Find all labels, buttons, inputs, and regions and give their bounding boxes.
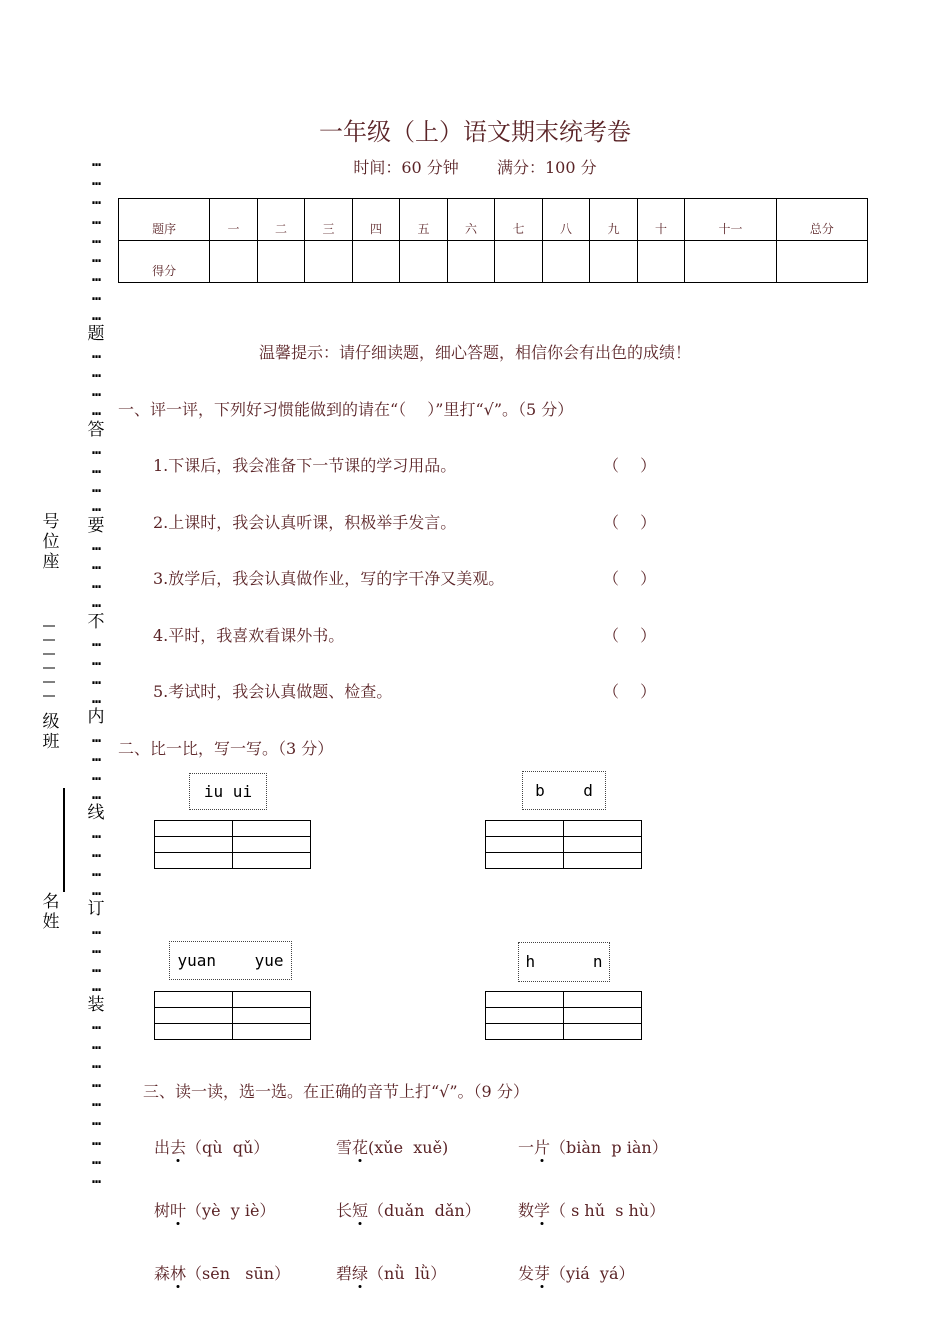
writing-grid[interactable] [485, 991, 642, 1040]
score-header-cell: 十一 [685, 199, 776, 241]
binding-warning-char: 要 [87, 515, 105, 536]
binding-dots: … [91, 727, 101, 746]
score-header-cell: 六 [447, 199, 495, 241]
section1-title: 一、评一评，下列好习惯能做到的请在“（ ）”里打“√”。（5 分） [118, 400, 574, 419]
pinyin-options[interactable]: （ s hǔ s hù） [550, 1201, 666, 1220]
binding-dots: … [91, 1130, 101, 1149]
score-header-cell: 八 [542, 199, 590, 241]
binding-dots: … [91, 1092, 101, 1111]
binding-dots: … [91, 957, 101, 976]
section3-title: 三、读一读，选一选。在正确的音节上打“√”。（9 分） [143, 1082, 529, 1101]
score-input-cell[interactable] [590, 241, 638, 283]
habit-item: 2.上课时，我会认真听课，积极举手发言。 [153, 512, 457, 532]
pinyin-box-iu-ui [189, 773, 267, 810]
score-input-cell[interactable] [305, 241, 353, 283]
score-input-cell[interactable] [447, 241, 495, 283]
binding-dots: … [91, 497, 101, 516]
pinyin-choice[interactable] [336, 1261, 446, 1284]
binding-dots: … [91, 977, 101, 996]
binding-dots: … [91, 842, 101, 861]
pinyin-choice[interactable] [336, 1135, 448, 1158]
score-header-row [119, 199, 868, 241]
writing-grid[interactable] [485, 820, 642, 869]
pinyin-options[interactable]: （duǎn dǎn） [368, 1201, 481, 1220]
binding-dots: … [91, 535, 101, 554]
score-header-cell: 一 [210, 199, 258, 241]
pinyin-options[interactable]: (xǔe xuě) [368, 1138, 449, 1157]
score-header-cell: 二 [257, 199, 305, 241]
binding-dots: … [91, 785, 101, 804]
answer-parentheses[interactable]: （ ） [603, 682, 657, 701]
binding-dots: … [91, 881, 101, 900]
binding-dots: … [91, 766, 101, 784]
score-row-label: 得分 [119, 241, 210, 283]
class-blank [41, 622, 57, 708]
binding-dots: … [91, 228, 101, 247]
binding-dots: … [91, 305, 101, 324]
binding-dots: … [91, 267, 101, 286]
seat-label-text: 号位座 [42, 512, 60, 572]
section2-title: 二、比一比，写一写。（3 分） [118, 739, 334, 758]
name-label [42, 892, 62, 932]
pinyin-choice[interactable] [154, 1198, 275, 1221]
word-char: 碧 [336, 1264, 353, 1283]
writing-grid[interactable] [154, 820, 311, 869]
score-header-cell: 四 [352, 199, 400, 241]
binding-dots: … [91, 670, 101, 689]
binding-dots: … [91, 1015, 101, 1034]
score-input-cell[interactable] [637, 241, 685, 283]
binding-warning-char: 内 [87, 707, 105, 728]
score-header-cell: 七 [495, 199, 543, 241]
pinyin-options[interactable]: （yè y iè） [186, 1201, 276, 1220]
pinyin-box-text: h n [525, 952, 603, 971]
score-input-cell[interactable] [400, 241, 448, 283]
pinyin-choice[interactable] [518, 1198, 665, 1221]
answer-parentheses[interactable]: （ ） [603, 625, 657, 645]
binding-dots: … [91, 554, 101, 573]
binding-warning-char: 题 [87, 323, 105, 344]
dotted-target-char: 去 [170, 1138, 187, 1157]
word-char: 雪 [336, 1138, 353, 1157]
answer-parentheses[interactable]: （ ） [603, 512, 657, 532]
binding-dots: … [91, 650, 101, 669]
pinyin-box-text: iu ui [203, 782, 253, 801]
binding-dots: … [91, 593, 101, 612]
word-char: 数 [518, 1201, 535, 1220]
binding-dots: … [91, 938, 101, 957]
answer-parentheses[interactable]: （ ） [603, 569, 657, 588]
binding-dots: … [91, 247, 101, 266]
binding-dots: … [91, 343, 101, 362]
pinyin-box-yuan-yue [169, 941, 292, 980]
pinyin-choice[interactable] [336, 1198, 481, 1221]
binding-warning-char: 装 [87, 995, 105, 1016]
binding-dots: … [91, 689, 101, 708]
binding-dots: … [91, 190, 101, 209]
binding-dots: … [91, 574, 101, 593]
binding-dots: … [91, 746, 101, 765]
score-header-cell: 九 [590, 199, 638, 241]
score-input-cell[interactable] [542, 241, 590, 283]
pinyin-box-b-d [522, 771, 606, 810]
binding-dots: … [91, 1149, 101, 1168]
pinyin-options[interactable]: （nǜ lǜ） [368, 1264, 447, 1283]
exam-info [0, 155, 950, 178]
score-header-cell: 十 [637, 199, 685, 241]
hint-text: 温馨提示：请仔细读题，细心答题，相信你会有出色的成绩！ [258, 343, 691, 362]
word-char: 一 [518, 1138, 535, 1157]
class-label [42, 712, 62, 752]
pinyin-options[interactable]: （sēn sūn） [186, 1264, 291, 1283]
pinyin-choice[interactable] [154, 1261, 290, 1284]
binding-dots: … [91, 1111, 101, 1130]
word-char: 树 [154, 1201, 171, 1220]
pinyin-choice[interactable] [154, 1135, 269, 1158]
binding-dots: … [91, 1034, 101, 1053]
binding-warning-char: 答 [87, 419, 105, 440]
score-input-cell[interactable] [257, 241, 305, 283]
binding-dots: … [91, 1053, 101, 1072]
seat-number-label [42, 512, 62, 572]
page-title: 一年级（上）语文期末统考卷 [319, 118, 631, 146]
binding-dots: … [91, 171, 101, 190]
dotted-target-char: 学 [534, 1201, 551, 1220]
dotted-target-char: 片 [534, 1138, 551, 1157]
score-input-cell[interactable] [685, 241, 776, 283]
binding-warning-char: 线 [87, 803, 105, 824]
binding-dots: … [91, 152, 101, 170]
habit-item: 3.放学后，我会认真做作业，写的字干净又美观。 [153, 569, 505, 588]
dotted-target-char: 叶 [170, 1201, 187, 1220]
binding-warning-char: 订 [87, 899, 105, 920]
binding-dots: … [91, 363, 101, 382]
score-header-cell: 总分 [776, 199, 867, 241]
binding-dots: … [91, 919, 101, 938]
pinyin-choice[interactable] [518, 1135, 668, 1158]
binding-warning-char: 不 [87, 611, 105, 632]
score-header-cell: 三 [305, 199, 353, 241]
dotted-target-char: 短 [352, 1201, 369, 1220]
class-blank-lines [41, 622, 57, 708]
score-input-cell[interactable] [210, 241, 258, 283]
dotted-target-char: 芽 [534, 1264, 551, 1283]
dotted-target-char: 林 [170, 1264, 187, 1283]
exam-time: 时间：60 分钟 [353, 158, 459, 177]
binding-dots: … [91, 861, 101, 880]
pinyin-choice[interactable] [518, 1261, 634, 1284]
score-input-cell[interactable] [776, 241, 867, 283]
answer-parentheses[interactable]: （ ） [603, 456, 657, 475]
score-header-cell: 五 [400, 199, 448, 241]
pinyin-box-text: yuan yue [177, 951, 284, 970]
name-blank-line [63, 788, 65, 892]
score-table [118, 198, 868, 283]
binding-dots: … [91, 478, 101, 497]
pinyin-options[interactable]: （yiá yá） [550, 1264, 635, 1283]
score-input-cell[interactable] [495, 241, 543, 283]
word-char: 出 [154, 1138, 171, 1157]
pinyin-options[interactable]: （biàn p iàn） [550, 1138, 668, 1157]
binding-dots: … [91, 1073, 101, 1091]
score-input-cell[interactable] [352, 241, 400, 283]
binding-dots: … [91, 382, 101, 401]
score-header-cell: 题序 [119, 199, 210, 241]
class-label-text: 级班 [42, 712, 60, 752]
word-char: 发 [518, 1264, 535, 1283]
habit-item: 5.考试时，我会认真做题、检查。 [153, 682, 393, 701]
word-char: 长 [336, 1201, 353, 1220]
dotted-target-char: 花 [352, 1138, 369, 1157]
dotted-target-char: 绿 [352, 1264, 369, 1283]
pinyin-box-h-n [518, 942, 610, 982]
habit-item: 4.平时，我喜欢看课外书。 [153, 625, 345, 645]
binding-dots: … [91, 1168, 101, 1187]
word-char: 森 [154, 1264, 171, 1283]
binding-dots: … [91, 631, 101, 650]
binding-dots: … [91, 459, 101, 477]
binding-dots: … [91, 401, 101, 420]
score-value-row [119, 241, 868, 283]
binding-dots: … [91, 823, 101, 842]
writing-grid[interactable] [154, 991, 311, 1040]
binding-dots: … [91, 286, 101, 305]
name-label-text: 名姓 [42, 892, 60, 932]
binding-dotted-line [84, 152, 108, 1188]
pinyin-box-text: b d [535, 781, 593, 800]
habit-item: 1.下课后，我会准备下一节课的学习用品。 [153, 456, 457, 475]
pinyin-options[interactable]: （qù qǔ） [186, 1138, 270, 1157]
exam-full-score: 满分：100 分 [497, 158, 597, 177]
binding-dots: … [91, 439, 101, 458]
binding-dots: … [91, 209, 101, 228]
